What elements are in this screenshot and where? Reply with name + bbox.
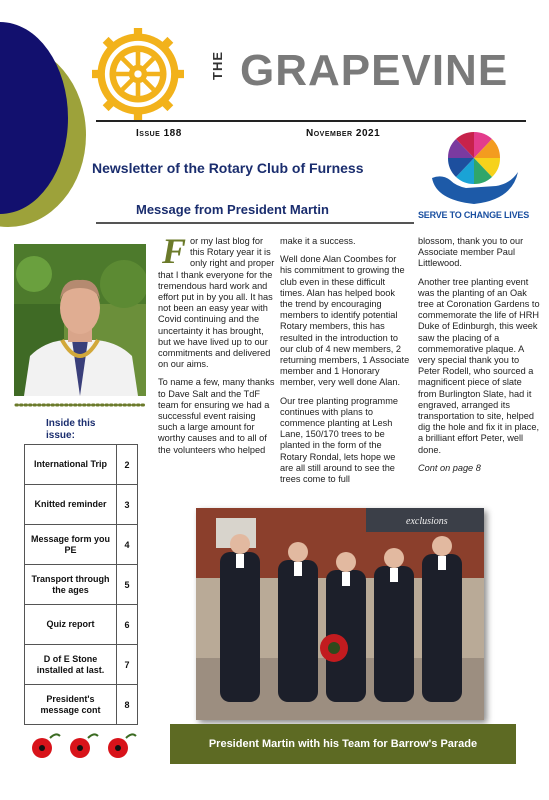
- article-column-3: blossom, thank you to our Associate member Paul Littlewood. Another tree planting event was the planting of an Oak tree at Coronation Gardens to commemorate the life of HRH Duke of Edinburgh, this week saw the placing of a commemorative plaque. A very special thank you to Peter Rodell, who sourced a magnificent piece of slate from Burlington Slate, had it engraved, arranged its transportation to site, helped dig the hole and fix it in place, a brilliant effort Peter, well done. Cont on page 8: [418, 236, 540, 473]
- masthead-the: THE: [210, 51, 225, 80]
- contents-item-page: 5: [124, 579, 130, 590]
- slogan: SERVE TO CHANGE LIVES: [418, 210, 529, 220]
- contents-item-name: President's message cont: [25, 685, 117, 724]
- photo-caption: President Martin with his Team for Barrow's Parade: [170, 724, 516, 764]
- contents-table: [24, 444, 138, 725]
- contents-row[interactable]: [24, 644, 138, 684]
- contents-item-page: 6: [124, 619, 130, 630]
- contents-item-page: 8: [124, 699, 130, 710]
- contents-item-page: 3: [124, 499, 130, 510]
- poppy-icon: [32, 734, 60, 758]
- contents-row[interactable]: [24, 604, 138, 644]
- group-photo: [196, 508, 484, 720]
- issue-date: November 2021: [306, 128, 381, 139]
- newsletter-subtitle: Newsletter of the Rotary Club of Furness: [92, 160, 364, 176]
- contents-item-name: Knitted reminder: [25, 485, 117, 524]
- heading-rule: [96, 222, 414, 224]
- shop-sign: exclusions: [406, 516, 448, 527]
- contents-row[interactable]: [24, 564, 138, 604]
- continued-note[interactable]: Cont on page 8: [418, 462, 481, 473]
- contents-item-name: International Trip: [25, 445, 117, 484]
- issue-number: Issue 188: [136, 128, 182, 139]
- dotted-divider: [14, 402, 146, 408]
- masthead-title: GRAPEVINE: [240, 46, 509, 95]
- contents-item-name: Transport through the ages: [25, 565, 117, 604]
- article-column-1: For my last blog for this Rotary year it is only right and proper that I thank everyone for the tremendous hard work and effort put in by you all. It has not been an easy year with Covid continuing and the uncertainty it has brought, but we have lived up to our commitments and delivered on our aims. To name a few, many thanks to Dave Salt and the TdF team for ensuring we had a successful event raising such a large amount for worthy causes and to all of the volunteers who helped: [158, 231, 275, 455]
- rotary-wheel-logo: [92, 28, 184, 120]
- drop-cap: F: [162, 231, 187, 271]
- contents-row[interactable]: [24, 524, 138, 564]
- poppy-icon: [108, 734, 136, 758]
- article-column-2: make it a success. Well done Alan Coombes for his commitment to growing the club even in these difficult times. Alan has helped book the trend by encouraging members to identify potential Rotary members, this has resulted in the introduction to our club of 4 new members, 2 returning members, 1 Associate member and 1 Honorary member, very well done Alan. Our tree planting programme continues with plans to commence planting at Lesh Lane, 150/170 trees to be planted in the form of the Rotary Rondal, lets hope we are all still around to see the trees come to full: [280, 236, 410, 485]
- contents-item-name: Quiz report: [25, 605, 117, 644]
- contents-item-name: D of E Stone installed at last.: [25, 645, 117, 684]
- contents-item-page: 2: [124, 459, 130, 470]
- inside-issue-title: Inside this issue:: [46, 418, 96, 441]
- masthead-rule: [96, 120, 526, 122]
- contents-row[interactable]: [24, 684, 138, 725]
- poppy-decoration: [24, 732, 138, 760]
- article-heading: Message from President Martin: [136, 202, 329, 217]
- serve-to-change-lives-logo: [426, 128, 522, 208]
- contents-item-page: 4: [124, 539, 130, 550]
- contents-row[interactable]: [24, 444, 138, 484]
- contents-item-name: Message form you PE: [25, 525, 117, 564]
- contents-row[interactable]: [24, 484, 138, 524]
- poppy-icon: [70, 734, 98, 758]
- president-portrait: [14, 244, 146, 396]
- contents-item-page: 7: [124, 659, 130, 670]
